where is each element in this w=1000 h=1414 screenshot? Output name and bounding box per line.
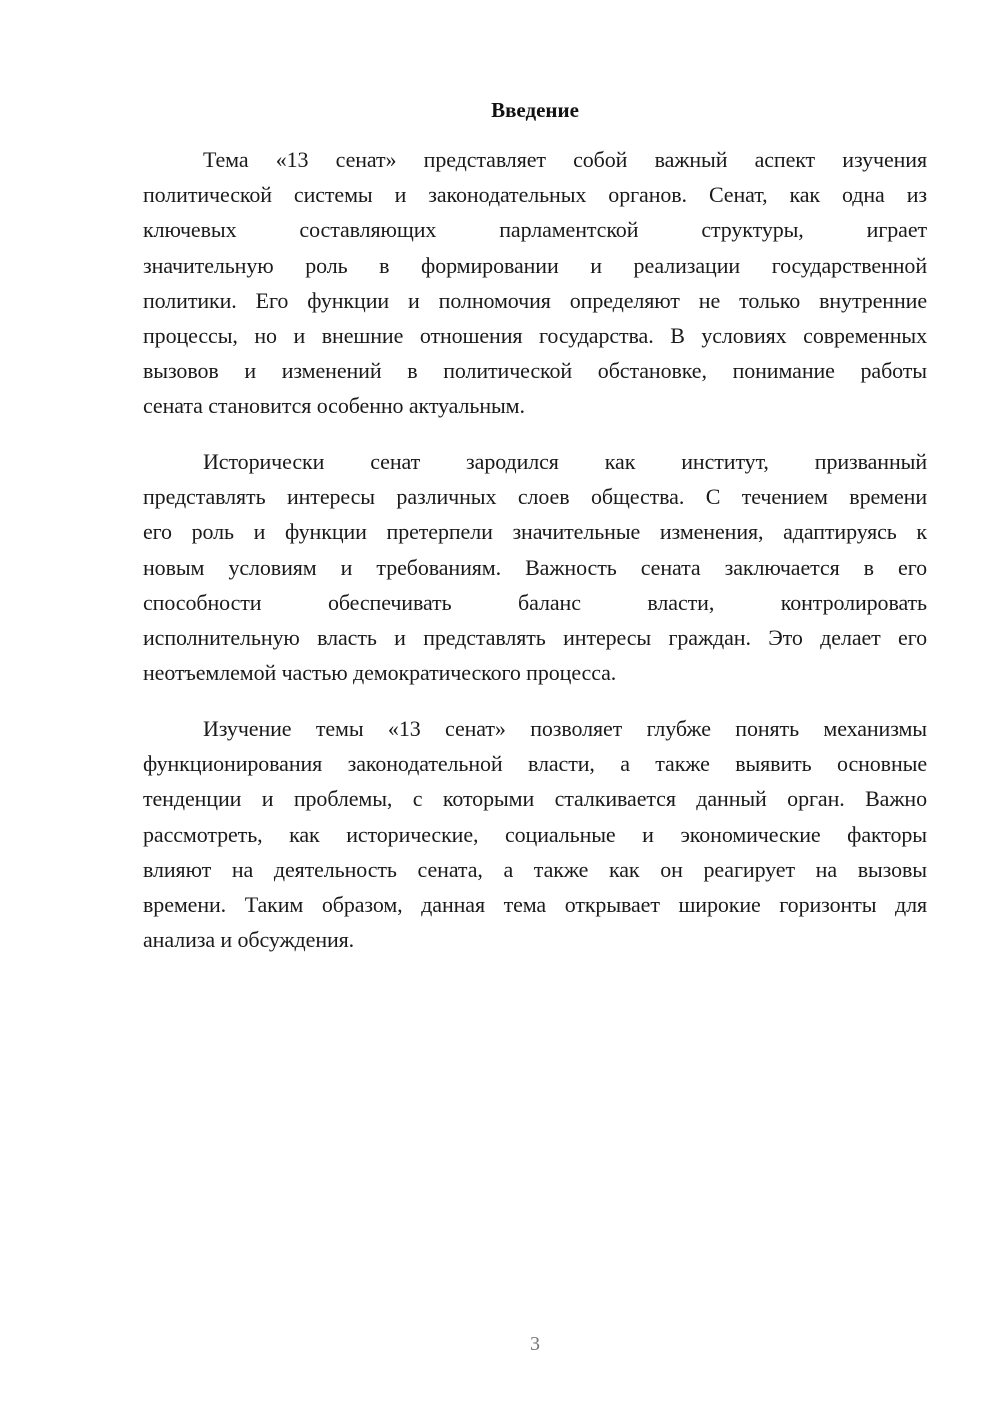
paragraph-line: политической системы и законодательных органов. Сенат, как одна из <box>143 182 927 208</box>
paragraph-1 <box>143 142 927 424</box>
paragraph-line: анализа и обсуждения. <box>143 927 355 953</box>
paragraph-line: рассмотреть, как исторические, социальные и экономические факторы <box>143 821 927 847</box>
paragraph-line: сената становится особенно актуальным. <box>143 393 525 419</box>
page-number: 3 <box>530 1333 540 1355</box>
paragraph-line: вызовов и изменений в политической обстановке, понимание работы <box>143 358 927 384</box>
paragraph-line: ключевых составляющих парламентской структуры, играет <box>143 217 927 243</box>
paragraph-line: времени. Таким образом, данная тема открывает широкие горизонты для <box>143 891 927 917</box>
paragraph-line: политики. Его функции и полномочия определяют не только внутренние <box>143 287 927 313</box>
paragraph-3 <box>143 711 927 957</box>
paragraph-line: влияют на деятельность сената, а также как он реагирует на вызовы <box>143 856 927 882</box>
paragraph-line: процессы, но и внешние отношения государства. В условиях современных <box>143 322 927 348</box>
paragraph-line: его роль и функции претерпели значительные изменения, адаптируясь к <box>143 519 927 545</box>
paragraph-line: способности обеспечивать баланс власти, контролировать <box>143 589 927 615</box>
paragraph-line: неотъемлемой частью демократического процесса. <box>143 660 617 686</box>
paragraph-line: исполнительную власть и представлять интересы граждан. Это делает его <box>143 624 927 650</box>
section-title: Введение <box>491 98 579 122</box>
paragraph-line: тенденции и проблемы, с которыми сталкивается данный орган. Важно <box>143 786 927 812</box>
paragraph-2 <box>143 444 927 690</box>
paragraph-line: Изучение темы «13 сенат» позволяет глубже понять механизмы <box>203 716 927 741</box>
paragraph-line: значительную роль в формировании и реализации государственной <box>143 252 927 278</box>
paragraph-line: Исторически сенат зародился как институт, призванный <box>203 449 927 474</box>
paragraph-line: Тема «13 сенат» представляет собой важный аспект изучения <box>203 147 927 172</box>
paragraph-line: представлять интересы различных слоев общества. С течением времени <box>143 484 927 510</box>
paragraph-line: функционирования законодательной власти, а также выявить основные <box>143 751 927 777</box>
paragraph-line: новым условиям и требованиям. Важность сената заключается в его <box>143 554 927 580</box>
